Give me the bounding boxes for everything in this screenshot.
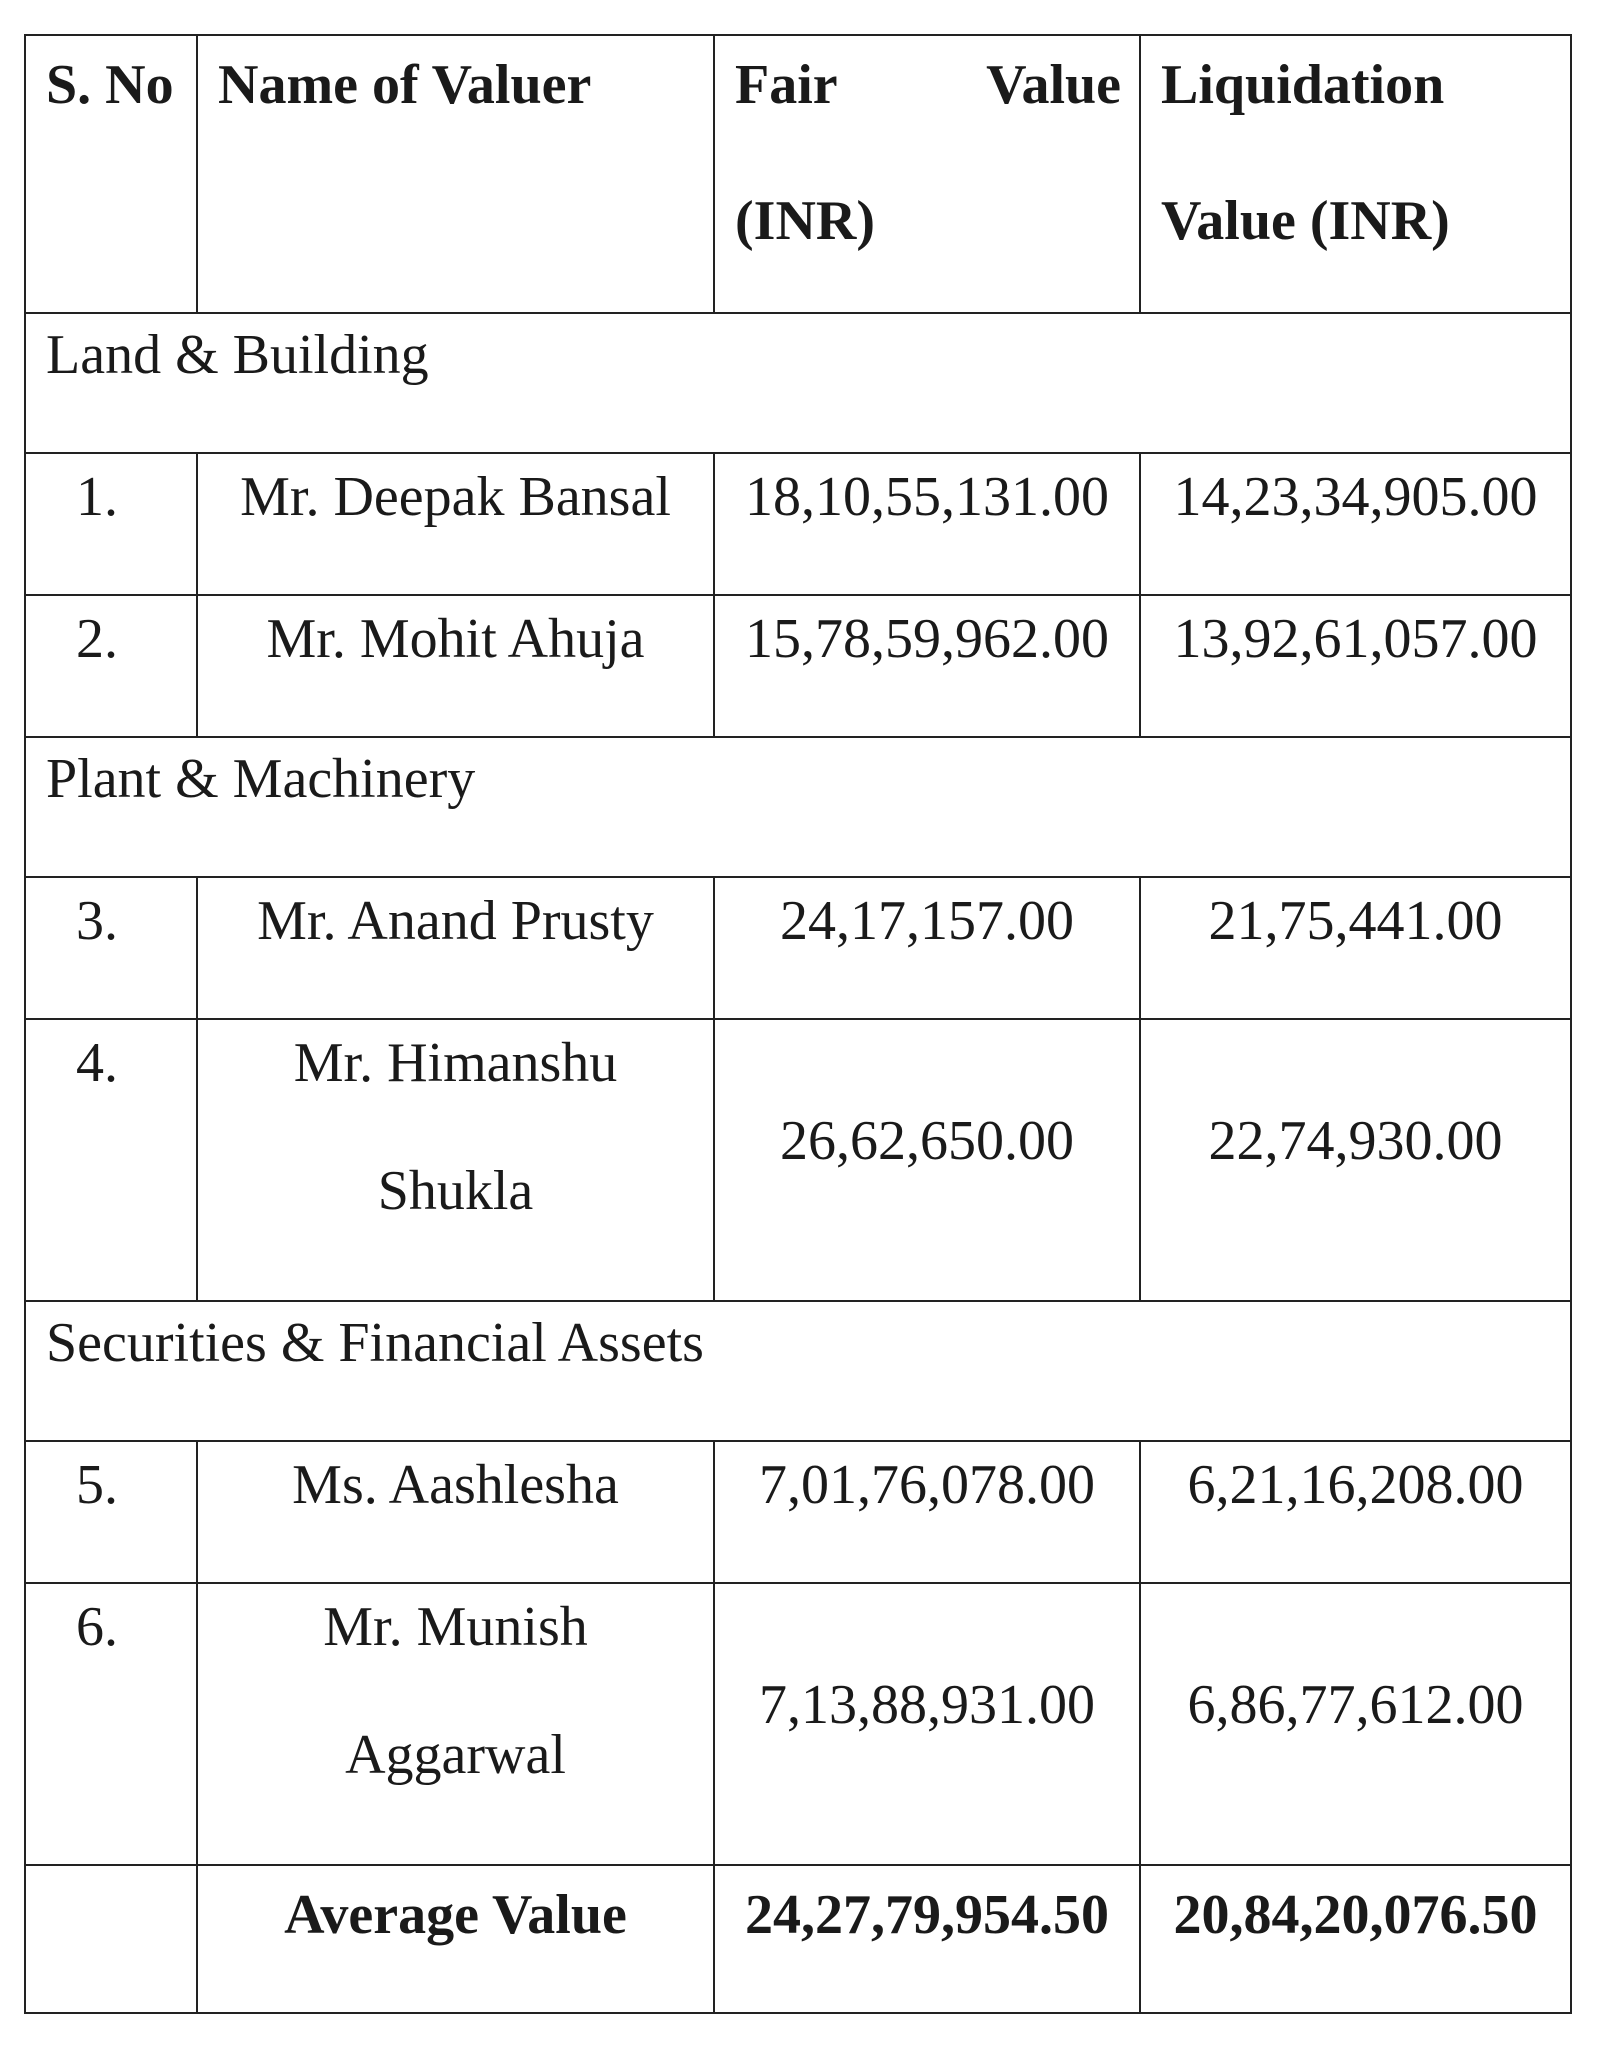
row-liquidation-value: 14,23,34,905.00 xyxy=(1140,453,1571,595)
row-valuer-name-line1: Mr. Munish xyxy=(323,1596,588,1658)
header-name-of-valuer: Name of Valuer xyxy=(197,35,714,313)
header-liquidation-value xyxy=(1140,35,1571,313)
table-row xyxy=(25,1441,1571,1583)
row-valuer-name: Mr. Deepak Bansal xyxy=(197,453,714,595)
row-valuer-name-line1: Mr. Himanshu xyxy=(293,1032,618,1094)
row-liquidation-value: 13,92,61,057.00 xyxy=(1140,595,1571,737)
valuation-table xyxy=(24,34,1572,2014)
average-liquidation-value: 20,84,20,076.50 xyxy=(1140,1865,1571,2013)
section-title: Land & Building xyxy=(25,313,1571,453)
header-fair-value xyxy=(714,35,1140,313)
header-fair-value-line1 xyxy=(735,50,1121,120)
row-liquidation-value: 6,21,16,208.00 xyxy=(1140,1441,1571,1583)
table-row xyxy=(25,453,1571,595)
table-row xyxy=(25,1583,1571,1865)
table-row xyxy=(25,595,1571,737)
header-fair-word: Fair xyxy=(735,54,838,116)
row-sno: 4. xyxy=(25,1019,197,1301)
table-row xyxy=(25,877,1571,1019)
row-liquidation-value: 6,86,77,612.00 xyxy=(1140,1583,1571,1865)
row-sno: 5. xyxy=(25,1441,197,1583)
row-sno: 3. xyxy=(25,877,197,1019)
row-valuer-name: Mr. Anand Prusty xyxy=(197,877,714,1019)
header-liquidation-line2: Value (INR) xyxy=(1161,190,1450,252)
average-label: Average Value xyxy=(197,1865,714,2013)
section-title: Securities & Financial Assets xyxy=(25,1301,1571,1441)
row-valuer-name: Mr. Mohit Ahuja xyxy=(197,595,714,737)
average-fair-value: 24,27,79,954.50 xyxy=(714,1865,1140,2013)
row-fair-value: 7,01,76,078.00 xyxy=(714,1441,1140,1583)
average-sno-empty xyxy=(25,1865,197,2013)
header-fair-value-unit: (INR) xyxy=(735,190,875,252)
row-valuer-name-line2: Aggarwal xyxy=(345,1724,566,1786)
row-valuer-name: Ms. Aashlesha xyxy=(197,1441,714,1583)
row-valuer-name xyxy=(197,1583,714,1865)
row-sno: 6. xyxy=(25,1583,197,1865)
row-fair-value: 18,10,55,131.00 xyxy=(714,453,1140,595)
row-sno: 2. xyxy=(25,595,197,737)
table-row xyxy=(25,1019,1571,1301)
row-liquidation-value: 21,75,441.00 xyxy=(1140,877,1571,1019)
row-liquidation-value: 22,74,930.00 xyxy=(1140,1019,1571,1301)
row-valuer-name xyxy=(197,1019,714,1301)
header-value-word: Value xyxy=(986,54,1121,116)
header-sno: S. No xyxy=(25,35,197,313)
average-row xyxy=(25,1865,1571,2013)
row-fair-value: 15,78,59,962.00 xyxy=(714,595,1140,737)
header-liquidation-line1: Liquidation xyxy=(1161,54,1445,116)
row-sno: 1. xyxy=(25,453,197,595)
section-row-land-building xyxy=(25,313,1571,453)
section-title: Plant & Machinery xyxy=(25,737,1571,877)
row-valuer-name-line2: Shukla xyxy=(377,1160,534,1222)
table-header-row xyxy=(25,35,1571,313)
section-row-plant-machinery xyxy=(25,737,1571,877)
row-fair-value: 7,13,88,931.00 xyxy=(714,1583,1140,1865)
row-fair-value: 24,17,157.00 xyxy=(714,877,1140,1019)
section-row-securities-financial-assets xyxy=(25,1301,1571,1441)
row-fair-value: 26,62,650.00 xyxy=(714,1019,1140,1301)
